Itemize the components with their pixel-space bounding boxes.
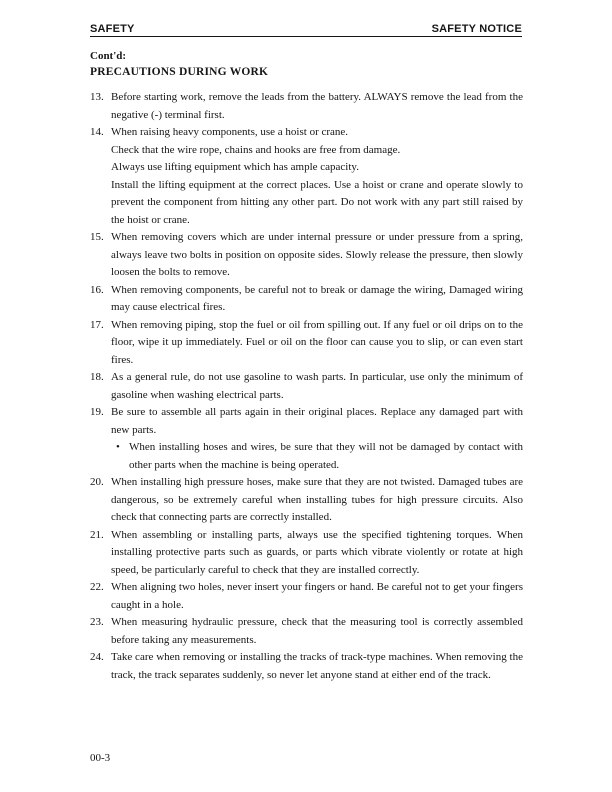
header-notice-label: SAFETY NOTICE [431,23,522,35]
list-item [90,404,523,474]
item-paragraph: Install the lifting equipment at the correct places. Use a hoist or crane and operate slowly to prevent the component from hitting any other part. Do not work with any part still raised by the hoist or crane. [111,178,523,226]
contd-label: Cont'd: [90,50,127,62]
section-title: PRECAUTIONS DURING WORK [90,66,269,78]
bullet-icon: • [116,441,120,453]
list-item [90,229,523,282]
item-body [111,474,523,527]
page-footer [90,752,110,764]
item-body [111,369,523,404]
list-item [90,282,523,317]
item-number: 16. [90,283,104,296]
item-body [111,614,523,649]
item-body [111,229,523,282]
item-number: 15. [90,231,104,243]
item-number: 17. [90,318,104,331]
list-item [90,527,523,580]
item-paragraph: When raising heavy components, use a hoist or crane. [111,126,349,138]
item-number: 23. [90,616,104,628]
item-number: 19. [90,406,104,418]
list-item [90,317,523,370]
item-number: 21. [90,528,104,541]
item-body [111,579,523,614]
precautions-list [90,89,523,684]
item-body [111,124,523,229]
item-paragraph: When measuring hydraulic pressure, check that the measuring tool is correctly assembled before taking any measurements. [111,616,523,646]
list-item [90,369,523,404]
item-body [111,404,523,474]
list-item [90,649,523,684]
item-paragraph: When removing piping, stop the fuel or oil from spilling out. If any fuel or oil drips on to the floor, wipe it up immediately. Fuel or oil on the floor can cause you to slip, or can even start fires. [111,318,523,366]
item-number: 22. [90,581,104,593]
item-paragraph: When aligning two holes, never insert your fingers or hand. Be careful not to get your fingers caught in a hole. [111,581,523,611]
item-body [111,282,523,317]
item-paragraph: When removing covers which are under internal pressure or under pressure from a spring, always leave two bolts in position on opposite sides. Slowly release the pressure, then slowly loosen the bolts to remove. [111,231,523,278]
item-body [111,89,523,124]
item-paragraph: When assembling or installing parts, always use the specified tightening torques. When installing protective parts such as guards, or parts which vibrate violently or rotate at high speed, be particularly careful to check that they are installed correctly. [111,528,523,576]
page-header [90,23,522,35]
item-number: 13. [90,91,104,103]
item-number: 18. [90,371,104,383]
item-paragraph: Always use lifting equipment which has ample capacity. [111,161,359,173]
list-item [90,474,523,527]
item-body [111,649,523,684]
item-number: 20. [90,476,104,488]
header-section-label: SAFETY [90,23,135,35]
list-item [90,614,523,649]
item-body [111,317,523,370]
item-paragraph: Take care when removing or installing the tracks of track-type machines. When removing the track, the track separates suddenly, so never let anyone stand at either end of the track. [111,651,523,681]
item-number: 24. [90,651,104,663]
header-rule [90,36,522,37]
item-paragraph: Check that the wire rope, chains and hooks are free from damage. [111,143,401,156]
item-number: 14. [90,126,104,138]
item-paragraph: When removing components, be careful not to break or damage the wiring, Damaged wiring may cause electrical fires. [111,283,523,313]
item-paragraph: As a general rule, do not use gasoline to wash parts. In particular, use only the minimum of gasoline when washing electrical parts. [111,371,523,401]
item-paragraph: Be sure to assemble all parts again in their original places. Replace any damaged part with new parts. [111,406,523,436]
list-item [90,579,523,614]
item-paragraph: Before starting work, remove the leads from the battery. ALWAYS remove the lead from the negative (-) terminal first. [111,91,523,121]
page-number: 00-3 [90,752,111,764]
item-paragraph: When installing high pressure hoses, make sure that they are not twisted. Damaged tubes are dangerous, so be extremely careful when installing tubes for high pressure circuits. Also check that connecting parts are correctly installed. [111,476,523,523]
list-item [90,89,523,124]
bullet-text: When installing hoses and wires, be sure that they will not be damaged by contact with other parts when the machine is being operated. [129,441,523,471]
list-item [90,124,523,229]
item-body [111,527,523,580]
bullet-item [111,439,523,474]
